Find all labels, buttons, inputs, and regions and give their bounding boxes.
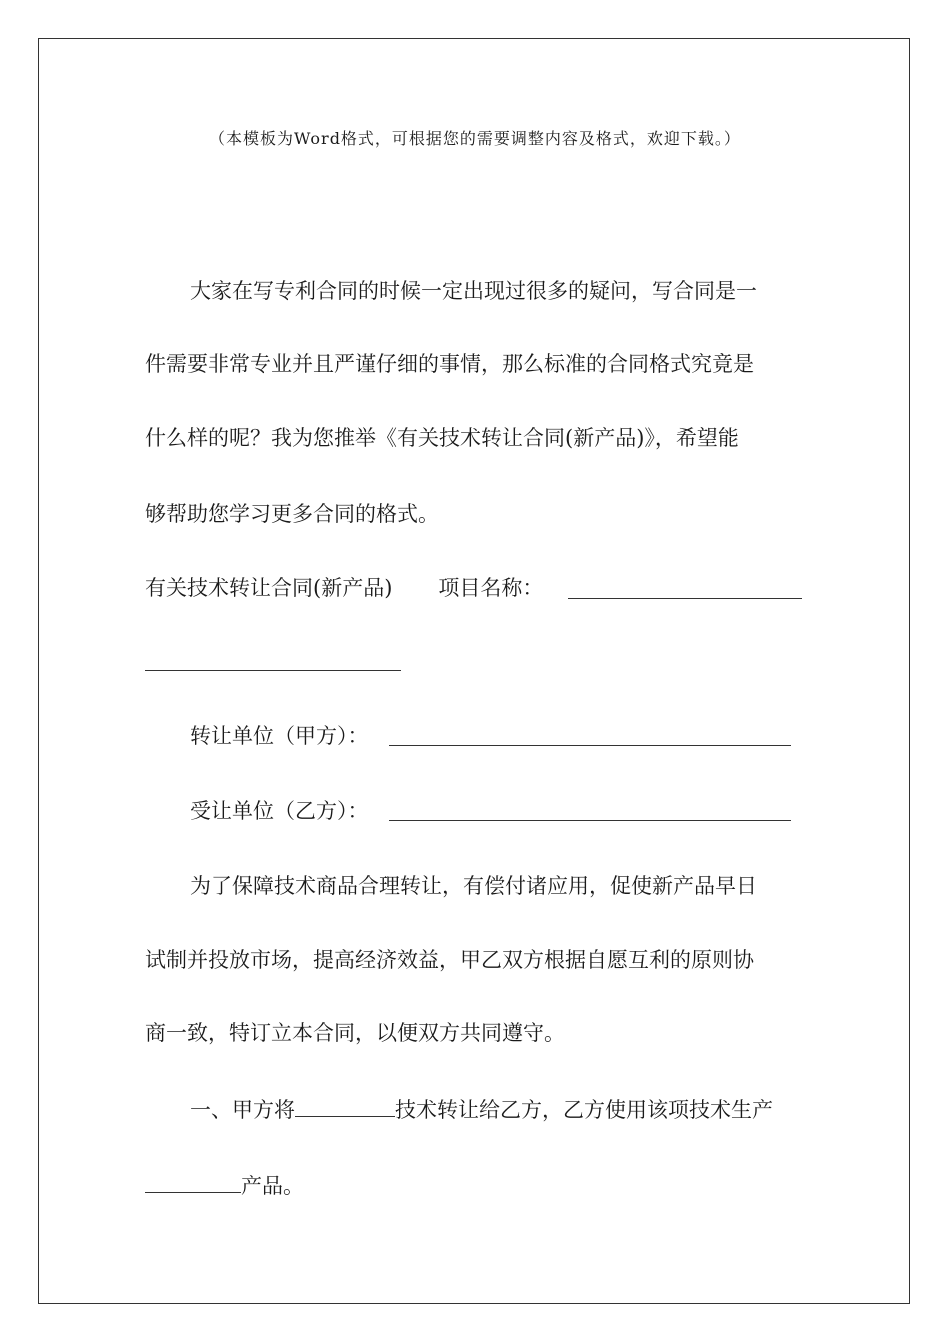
project-name-field-continuation[interactable] [145,670,401,671]
preamble-line-2: 试制并投放市场，提高经济效益，甲乙双方根据自愿互利的原则协 [145,948,754,972]
product-blank[interactable] [145,1172,241,1193]
preamble-line-3: 商一致，特订立本合同，以便双方共同遵守。 [145,1021,565,1045]
transferee-field[interactable] [389,820,791,821]
transferor-label: 转让单位（甲方）： [190,724,369,748]
intro-line-2: 件需要非常专业并且严谨仔细的事情，那么标准的合同格式究竟是 [145,352,754,376]
technology-blank[interactable] [295,1096,395,1117]
transferee-label: 受让单位（乙方）： [190,799,369,823]
contract-title: 有关技术转让合同(新产品) [145,576,393,600]
clause-1-part-2: 技术转让给乙方，乙方使用该项技术生产 [395,1098,773,1122]
clause-1-part-3: 产品。 [241,1174,304,1198]
contract-title-row [145,574,543,602]
transferor-row [190,722,369,750]
project-name-label: 项目名称： [438,576,544,600]
template-note: （本模板为Word格式，可根据您的需要调整内容及格式，欢迎下载。） [209,129,741,148]
intro-line-4: 够帮助您学习更多合同的格式。 [145,502,439,526]
preamble-line-1: 为了保障技术商品合理转让，有偿付诸应用，促使新产品早日 [190,874,757,898]
clause-1-part-1: 一、甲方将 [190,1098,295,1122]
intro-line-3: 什么样的呢？我为您推举《有关技术转让合同(新产品)》，希望能 [145,426,739,450]
transferor-field[interactable] [389,745,791,746]
transferee-row [190,797,369,825]
intro-line-1: 大家在写专利合同的时候一定出现过很多的疑问，写合同是一 [190,279,757,303]
clause-1-line-2 [145,1172,304,1200]
clause-1-line-1 [190,1096,773,1124]
project-name-field[interactable] [568,598,802,599]
